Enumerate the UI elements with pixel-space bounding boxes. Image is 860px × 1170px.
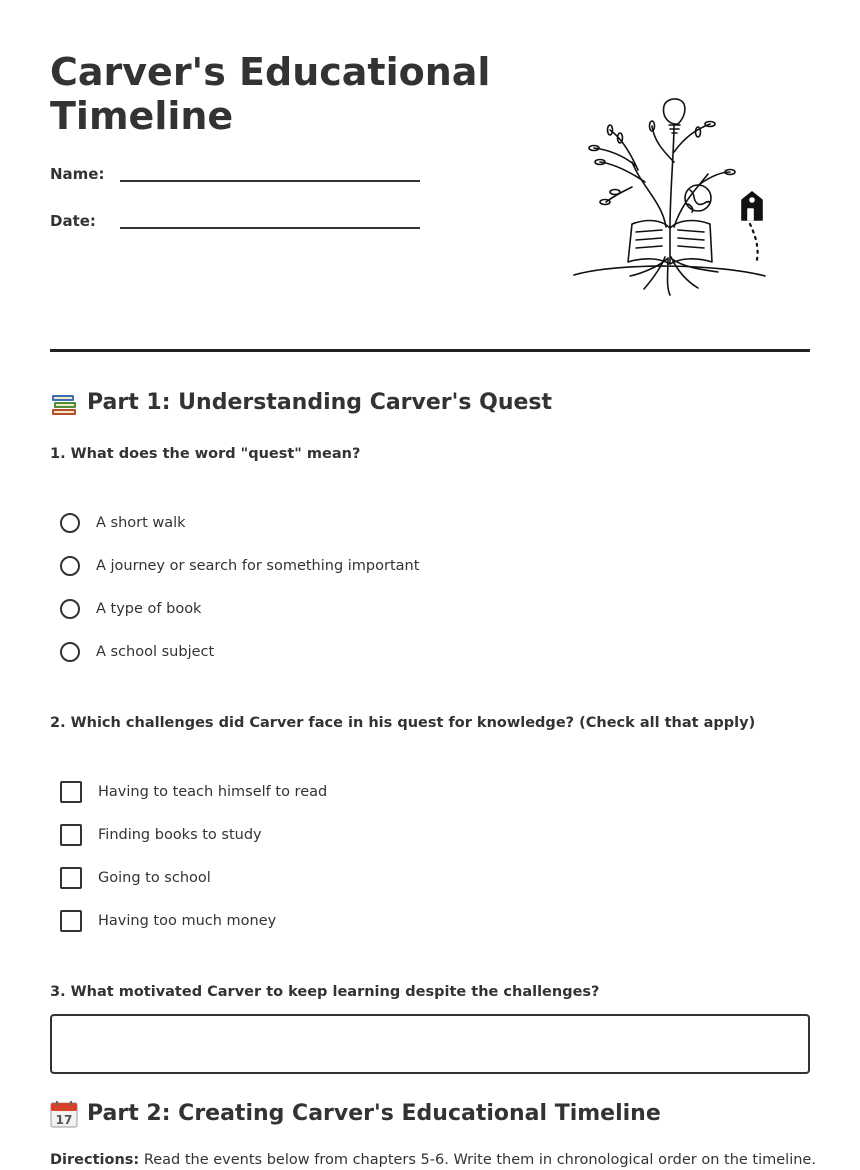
q2-option-4[interactable] — [60, 908, 276, 934]
option-label: A type of book — [96, 601, 202, 617]
worksheet-page — [50, 0, 816, 1168]
option-label: A short walk — [96, 515, 186, 531]
checkbox[interactable] — [60, 910, 82, 932]
option-label: Having too much money — [98, 913, 277, 929]
option-label: A school subject — [96, 644, 215, 660]
page-title: Carver's Educational Timeline — [50, 50, 491, 138]
question-2: 2. Which challenges did Carver face in his quest for knowledge? (Check all that apply) — [50, 715, 756, 731]
tree-book-lightbulb-schoolhouse-icon — [570, 92, 770, 302]
q2-option-3[interactable] — [60, 865, 211, 891]
name-input-line[interactable] — [120, 180, 420, 182]
section-divider — [50, 349, 810, 352]
option-label: Finding books to study — [98, 827, 262, 843]
q1-option-4[interactable] — [60, 639, 214, 665]
part1-title: Part 1: Understanding Carver's Quest — [87, 390, 553, 415]
part2-title: Part 2: Creating Carver's Educational Timeline — [87, 1101, 661, 1126]
q1-option-2[interactable] — [60, 553, 419, 579]
calendar-number: 17 — [55, 1113, 73, 1127]
q3-answer-field[interactable] — [50, 1014, 810, 1074]
date-field — [50, 211, 430, 241]
part1-heading — [50, 388, 552, 418]
question-3: 3. What motivated Carver to keep learning despite the challenges? — [50, 984, 600, 1000]
option-label: Going to school — [98, 870, 211, 886]
option-label: Having to teach himself to read — [98, 784, 328, 800]
directions-text — [50, 1150, 816, 1170]
q2-option-2[interactable] — [60, 822, 262, 848]
calendar-icon — [50, 1100, 78, 1128]
checkbox[interactable] — [60, 867, 82, 889]
radio-button[interactable] — [60, 556, 80, 576]
radio-button[interactable] — [60, 513, 80, 533]
question-1: 1. What does the word "quest" mean? — [50, 446, 361, 462]
date-label: Date: — [50, 212, 96, 230]
date-input-line[interactable] — [120, 227, 420, 229]
option-label: A journey or search for something important — [96, 558, 420, 574]
radio-button[interactable] — [60, 599, 80, 619]
directions-label: Directions: — [50, 1152, 140, 1168]
directions-body: Read the events below from chapters 5-6. Write them in chronological order on the timeline. — [143, 1152, 816, 1168]
books-icon — [50, 389, 78, 417]
checkbox[interactable] — [60, 781, 82, 803]
radio-button[interactable] — [60, 642, 80, 662]
name-field — [50, 164, 430, 194]
q2-option-1[interactable] — [60, 779, 327, 805]
checkbox[interactable] — [60, 824, 82, 846]
name-label: Name: — [50, 165, 105, 183]
part2-heading — [50, 1099, 661, 1129]
q1-option-1[interactable] — [60, 510, 186, 536]
q1-option-3[interactable] — [60, 596, 201, 622]
